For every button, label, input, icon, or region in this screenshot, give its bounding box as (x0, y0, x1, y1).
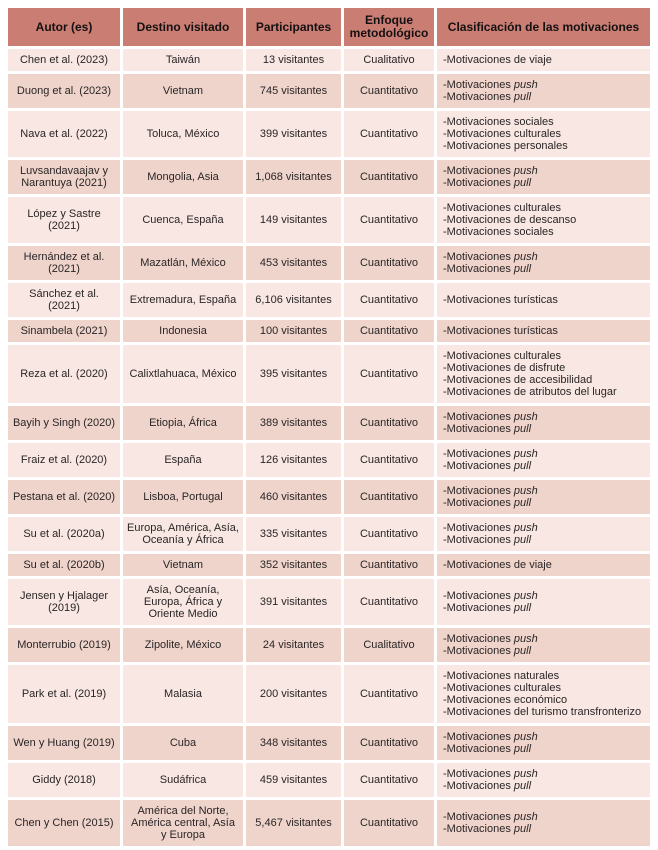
motivation-line: -Motivaciones pull (443, 91, 532, 103)
cell-participantes: 459 visitantes (246, 763, 341, 797)
cell-destino: Lisboa, Portugal (123, 480, 243, 514)
table-row (8, 443, 650, 477)
cell-destino: Cuenca, España (123, 197, 243, 243)
cell-participantes: 5,467 visitantes (246, 800, 341, 846)
cell-motivaciones (437, 800, 650, 846)
table-row (8, 726, 650, 760)
col-header-clasificacion: Clasificación de las motivaciones (437, 8, 650, 46)
motivation-line: -Motivaciones pull (443, 780, 532, 792)
cell-enfoque: Cuantitativo (344, 246, 434, 280)
motivation-line: -Motivaciones pull (443, 743, 532, 755)
motivation-line: -Motivaciones pull (443, 534, 532, 546)
table-row (8, 517, 650, 551)
cell-autor: Su et al. (2020b) (8, 554, 120, 576)
cell-destino: Mazatlán, México (123, 246, 243, 280)
cell-autor: Fraiz et al. (2020) (8, 443, 120, 477)
cell-enfoque: Cuantitativo (344, 726, 434, 760)
motivation-line: -Motivaciones pull (443, 823, 532, 835)
cell-participantes: 126 visitantes (246, 443, 341, 477)
motivation-line: -Motivaciones pull (443, 263, 532, 275)
cell-enfoque: Cuantitativo (344, 160, 434, 194)
cell-autor: Wen y Huang (2019) (8, 726, 120, 760)
col-header-destino: Destino visitado (123, 8, 243, 46)
cell-autor: Reza et al. (2020) (8, 345, 120, 403)
cell-autor: Park et al. (2019) (8, 665, 120, 723)
cell-destino: Europa, América, Asía, Oceanía y África (123, 517, 243, 551)
motivation-line: -Motivaciones push (443, 485, 538, 497)
cell-autor: Hernández et al. (2021) (8, 246, 120, 280)
cell-enfoque: Cuantitativo (344, 443, 434, 477)
cell-motivaciones (437, 406, 650, 440)
motivation-line: -Motivaciones push (443, 633, 538, 645)
cell-destino: Zipolite, México (123, 628, 243, 662)
cell-autor: Sánchez et al. (2021) (8, 283, 120, 317)
motivation-line: -Motivaciones push (443, 411, 538, 423)
cell-participantes: 399 visitantes (246, 111, 341, 157)
motivation-line: -Motivaciones push (443, 165, 538, 177)
cell-destino: Extremadura, España (123, 283, 243, 317)
col-header-autor: Autor (es) (8, 8, 120, 46)
cell-participantes: 200 visitantes (246, 665, 341, 723)
motivation-line: -Motivaciones de atributos del lugar (443, 386, 617, 398)
cell-enfoque: Cualitativo (344, 49, 434, 71)
cell-motivaciones (437, 554, 650, 576)
cell-enfoque: Cuantitativo (344, 111, 434, 157)
cell-enfoque: Cuantitativo (344, 283, 434, 317)
motivation-line: -Motivaciones culturales (443, 202, 561, 214)
cell-autor: López y Sastre (2021) (8, 197, 120, 243)
cell-enfoque: Cuantitativo (344, 554, 434, 576)
motivation-line: -Motivaciones pull (443, 645, 532, 657)
table-row (8, 480, 650, 514)
cell-motivaciones (437, 111, 650, 157)
cell-autor: Giddy (2018) (8, 763, 120, 797)
cell-destino: España (123, 443, 243, 477)
cell-motivaciones (437, 579, 650, 625)
cell-motivaciones (437, 320, 650, 342)
col-header-enfoque: Enfoque metodológico (344, 8, 434, 46)
cell-destino: Toluca, México (123, 111, 243, 157)
table-row (8, 763, 650, 797)
cell-autor: Pestana et al. (2020) (8, 480, 120, 514)
cell-destino: Asía, Oceanía, Europa, África y Oriente Medio (123, 579, 243, 625)
cell-enfoque: Cuantitativo (344, 74, 434, 108)
table-row (8, 554, 650, 576)
motivation-line: -Motivaciones turísticas (443, 294, 558, 306)
motivation-line: -Motivaciones pull (443, 497, 532, 509)
cell-participantes: 149 visitantes (246, 197, 341, 243)
motivation-line: -Motivaciones del turismo transfronterizo (443, 706, 642, 718)
motivation-line: -Motivaciones push (443, 251, 538, 263)
cell-participantes: 335 visitantes (246, 517, 341, 551)
header-row (8, 8, 650, 46)
motivation-line: -Motivaciones de viaje (443, 54, 552, 66)
motivation-line: -Motivaciones culturales (443, 350, 561, 362)
table-row (8, 579, 650, 625)
cell-participantes: 453 visitantes (246, 246, 341, 280)
motivation-line: -Motivaciones sociales (443, 116, 554, 128)
cell-enfoque: Cuantitativo (344, 406, 434, 440)
motivation-line: -Motivaciones pull (443, 423, 532, 435)
cell-destino: Vietnam (123, 554, 243, 576)
col-header-participantes: Participantes (246, 8, 341, 46)
cell-participantes: 1,068 visitantes (246, 160, 341, 194)
cell-autor: Duong et al. (2023) (8, 74, 120, 108)
motivation-line: -Motivaciones personales (443, 140, 568, 152)
cell-enfoque: Cuantitativo (344, 517, 434, 551)
cell-motivaciones (437, 665, 650, 723)
cell-enfoque: Cuantitativo (344, 320, 434, 342)
cell-autor: Monterrubio (2019) (8, 628, 120, 662)
motivation-line: -Motivaciones de descanso (443, 214, 577, 226)
table-row (8, 111, 650, 157)
motivation-line: -Motivaciones turísticas (443, 325, 558, 337)
table-body (8, 49, 650, 846)
motivation-line: -Motivaciones de accesibilidad (443, 374, 593, 386)
cell-participantes: 24 visitantes (246, 628, 341, 662)
cell-destino: Vietnam (123, 74, 243, 108)
motivation-line: -Motivaciones push (443, 731, 538, 743)
cell-autor: Sinambela (2021) (8, 320, 120, 342)
cell-motivaciones (437, 726, 650, 760)
cell-enfoque: Cuantitativo (344, 480, 434, 514)
cell-enfoque: Cualitativo (344, 628, 434, 662)
cell-motivaciones (437, 74, 650, 108)
cell-participantes: 6,106 visitantes (246, 283, 341, 317)
table-row (8, 320, 650, 342)
cell-motivaciones (437, 246, 650, 280)
motivation-line: -Motivaciones pull (443, 177, 532, 189)
cell-participantes: 352 visitantes (246, 554, 341, 576)
table-row (8, 800, 650, 846)
cell-participantes: 348 visitantes (246, 726, 341, 760)
motivation-line: -Motivaciones de viaje (443, 559, 552, 571)
table-row (8, 345, 650, 403)
cell-enfoque: Cuantitativo (344, 665, 434, 723)
cell-autor: Luvsandavaajav y Narantuya (2021) (8, 160, 120, 194)
cell-motivaciones (437, 628, 650, 662)
table-row (8, 628, 650, 662)
motivation-line: -Motivaciones push (443, 522, 538, 534)
cell-autor: Jensen y Hjalager (2019) (8, 579, 120, 625)
cell-destino: Sudáfrica (123, 763, 243, 797)
cell-motivaciones (437, 345, 650, 403)
cell-participantes: 745 visitantes (246, 74, 341, 108)
motivation-line: -Motivaciones push (443, 448, 538, 460)
cell-participantes: 391 visitantes (246, 579, 341, 625)
motivation-line: -Motivaciones pull (443, 602, 532, 614)
cell-destino: Etiopia, África (123, 406, 243, 440)
cell-motivaciones (437, 197, 650, 243)
cell-participantes: 395 visitantes (246, 345, 341, 403)
motivation-line: -Motivaciones de disfrute (443, 362, 566, 374)
cell-participantes: 100 visitantes (246, 320, 341, 342)
motivation-line: -Motivaciones culturales (443, 682, 561, 694)
cell-enfoque: Cuantitativo (344, 345, 434, 403)
cell-autor: Chen et al. (2023) (8, 49, 120, 71)
cell-motivaciones (437, 160, 650, 194)
cell-motivaciones (437, 480, 650, 514)
cell-motivaciones (437, 283, 650, 317)
cell-motivaciones (437, 49, 650, 71)
cell-motivaciones (437, 763, 650, 797)
table-row (8, 160, 650, 194)
table-row (8, 197, 650, 243)
cell-destino: Cuba (123, 726, 243, 760)
cell-autor: Nava et al. (2022) (8, 111, 120, 157)
cell-enfoque: Cuantitativo (344, 800, 434, 846)
cell-autor: Bayih y Singh (2020) (8, 406, 120, 440)
motivation-line: -Motivaciones push (443, 768, 538, 780)
table-row (8, 283, 650, 317)
cell-autor: Chen y Chen (2015) (8, 800, 120, 846)
cell-participantes: 389 visitantes (246, 406, 341, 440)
motivation-line: -Motivaciones económico (443, 694, 568, 706)
cell-motivaciones (437, 443, 650, 477)
cell-enfoque: Cuantitativo (344, 763, 434, 797)
cell-destino: Indonesia (123, 320, 243, 342)
table-row (8, 406, 650, 440)
motivation-line: -Motivaciones push (443, 590, 538, 602)
motivation-line: -Motivaciones sociales (443, 226, 554, 238)
cell-destino: América del Norte, América central, Asía y Europa (123, 800, 243, 846)
cell-destino: Calixtlahuaca, México (123, 345, 243, 403)
table-row (8, 665, 650, 723)
cell-enfoque: Cuantitativo (344, 579, 434, 625)
cell-participantes: 460 visitantes (246, 480, 341, 514)
cell-enfoque: Cuantitativo (344, 197, 434, 243)
motivation-line: -Motivaciones culturales (443, 128, 561, 140)
table-row (8, 49, 650, 71)
cell-destino: Taiwán (123, 49, 243, 71)
table-row (8, 246, 650, 280)
cell-participantes: 13 visitantes (246, 49, 341, 71)
cell-autor: Su et al. (2020a) (8, 517, 120, 551)
cell-destino: Malasia (123, 665, 243, 723)
motivation-line: -Motivaciones naturales (443, 670, 560, 682)
cell-destino: Mongolia, Asia (123, 160, 243, 194)
motivation-line: -Motivaciones pull (443, 460, 532, 472)
motivation-line: -Motivaciones push (443, 811, 538, 823)
motivations-table (5, 5, 653, 849)
cell-motivaciones (437, 517, 650, 551)
motivation-line: -Motivaciones push (443, 79, 538, 91)
table-row (8, 74, 650, 108)
